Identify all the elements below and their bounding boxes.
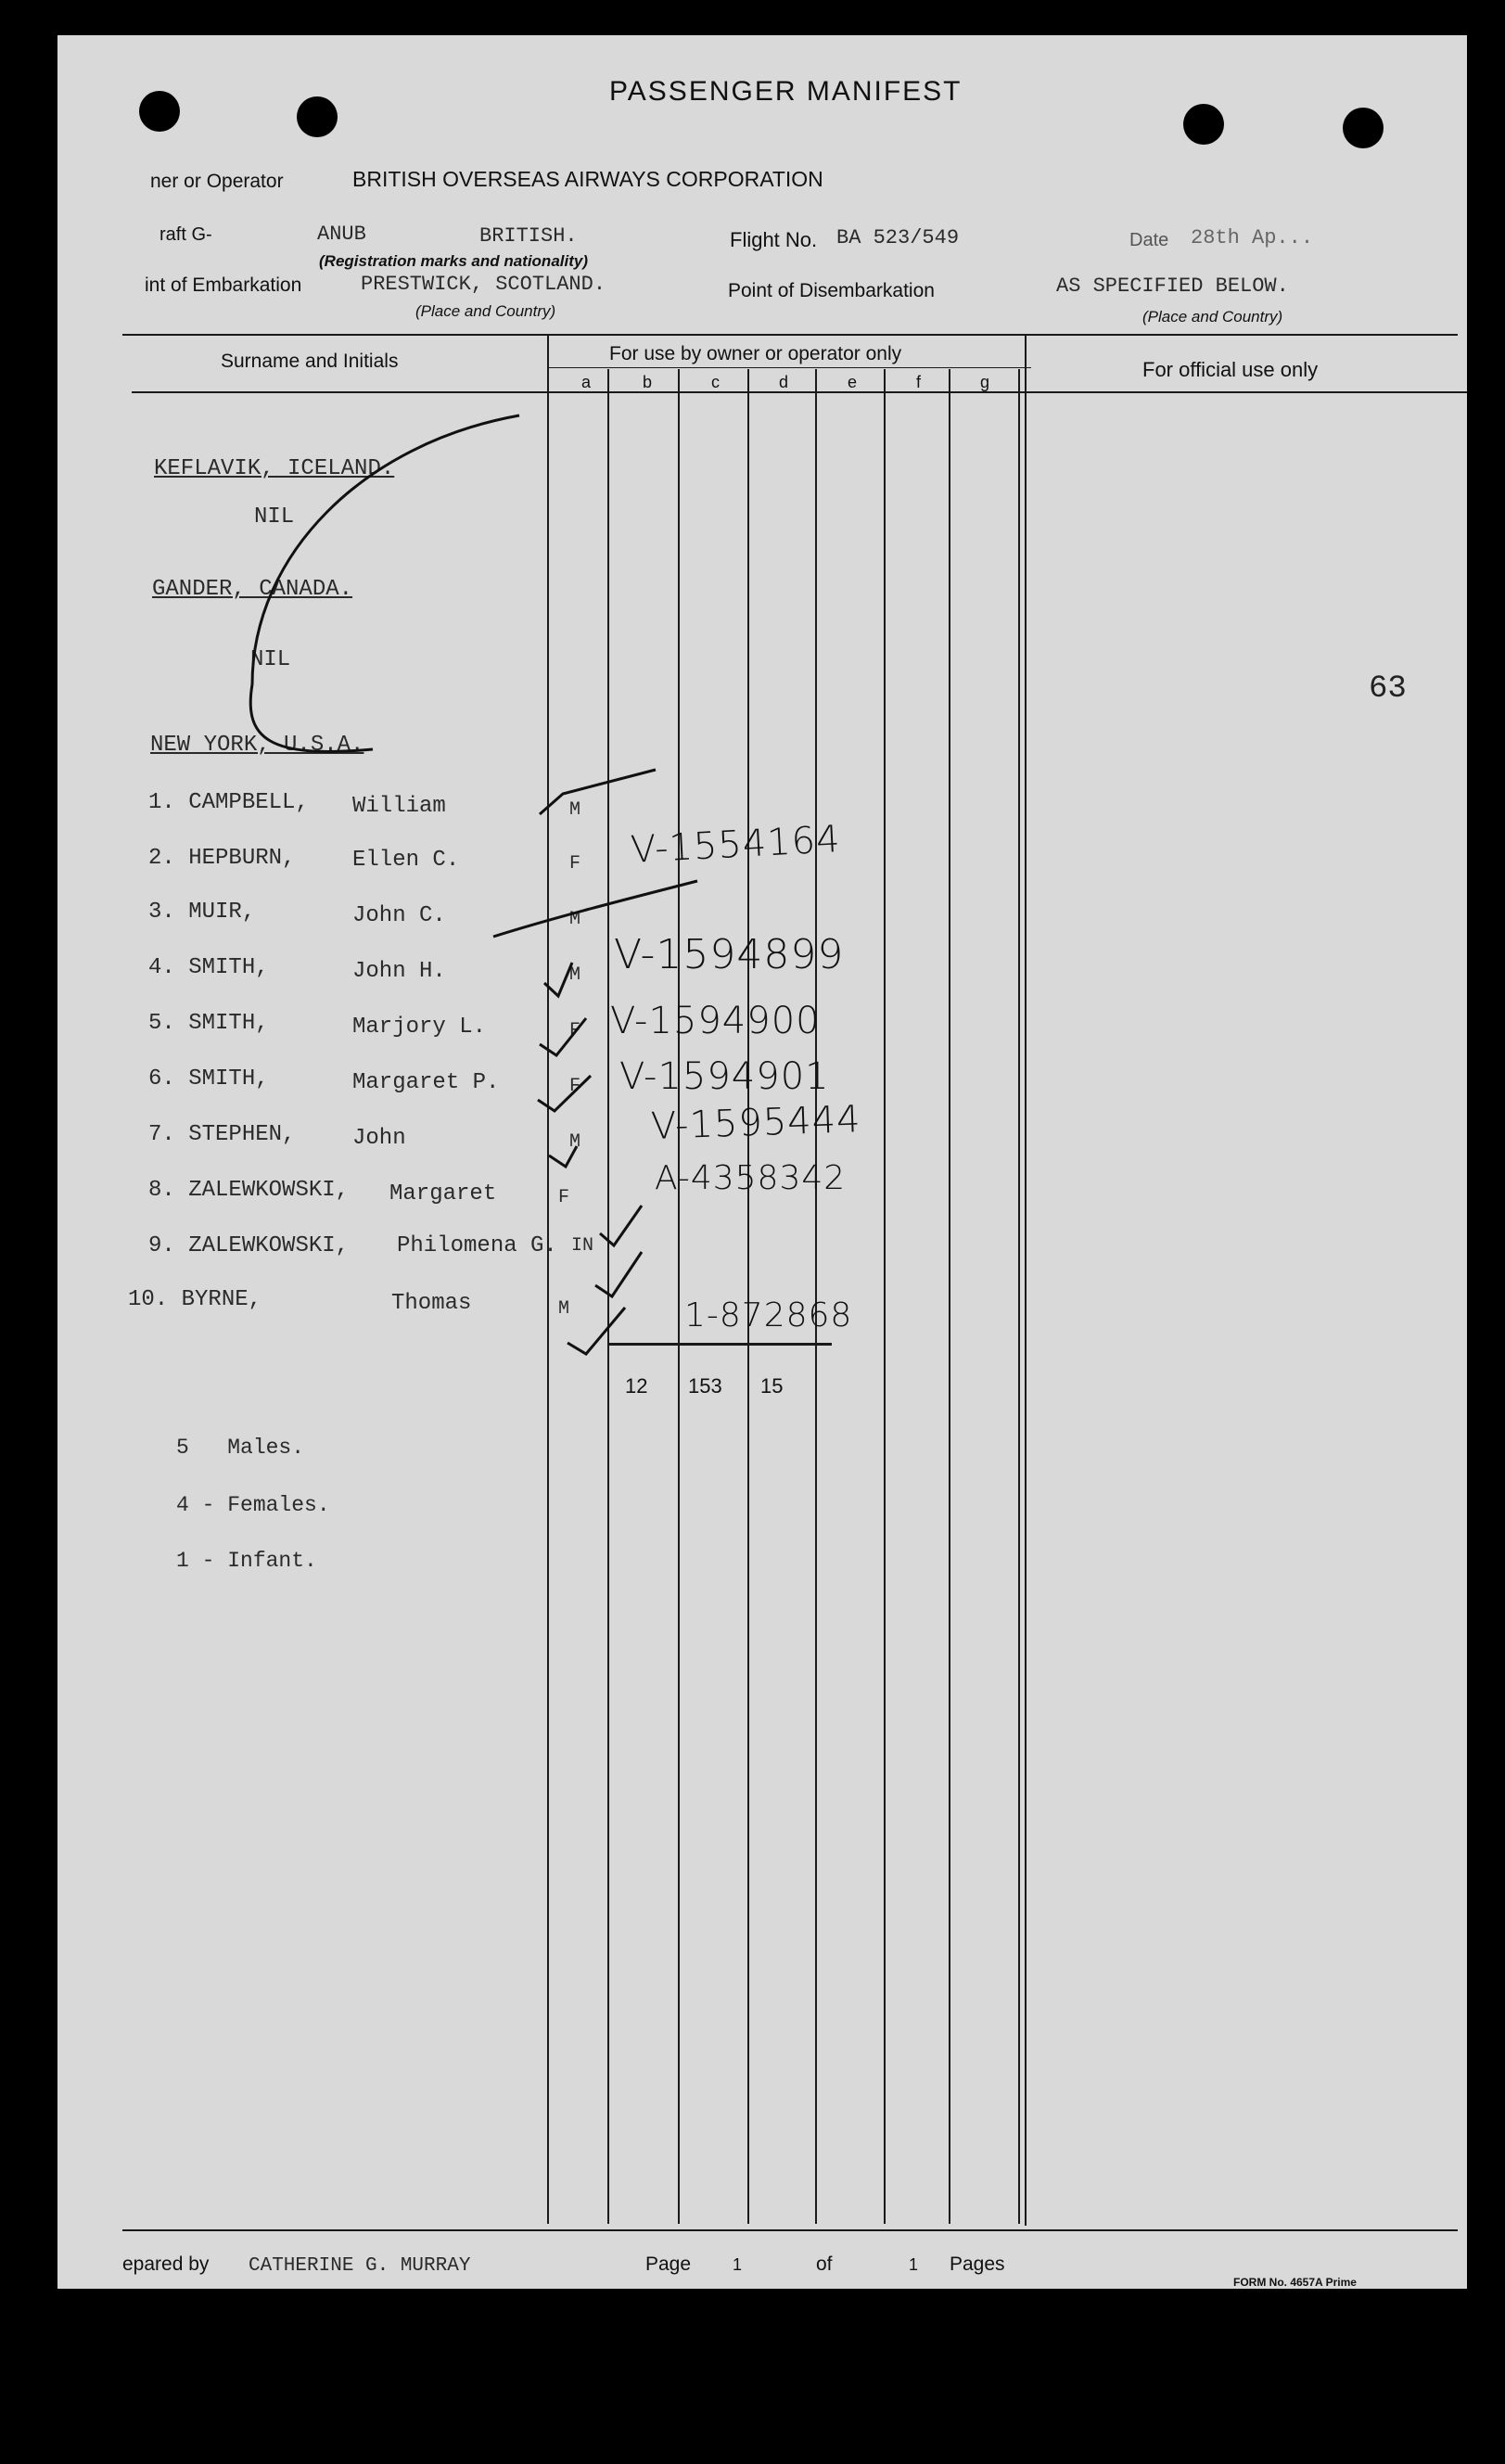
check-mark xyxy=(493,881,697,937)
stop-keflavik-note: NIL xyxy=(254,504,295,530)
handwritten-marks xyxy=(57,35,1467,2289)
disembarkation-value: AS SPECIFIED BELOW. xyxy=(1056,274,1289,298)
aircraft-nationality: BRITISH. xyxy=(479,224,578,248)
surname: HEPBURN, xyxy=(188,846,296,871)
subcol-f: f xyxy=(916,373,922,391)
check-mark xyxy=(538,1076,591,1111)
total-b: 12 xyxy=(625,1374,648,1398)
disembarkation-label: Point of Disembarkation xyxy=(728,280,935,301)
given-name: Ellen C. xyxy=(352,848,460,873)
row-number: 10. xyxy=(128,1287,169,1312)
handwritten-ref: A-4358342 xyxy=(655,1159,847,1197)
aircraft-label: raft G- xyxy=(159,224,212,245)
row-number: 8. xyxy=(148,1178,175,1203)
summary-infant: 1 - Infant. xyxy=(176,1549,317,1573)
sex-code: M xyxy=(569,964,581,986)
surname: BYRNE, xyxy=(181,1287,262,1312)
check-mark xyxy=(540,1018,586,1055)
check-mark xyxy=(544,963,572,996)
surname: SMITH, xyxy=(188,1011,269,1036)
prepared-value: CATHERINE G. MURRAY xyxy=(249,2255,471,2277)
disembarkation-note: (Place and Country) xyxy=(1142,308,1283,326)
sex-code: M xyxy=(558,1298,570,1320)
handwritten-ref: V-1594899 xyxy=(614,931,845,978)
sex-code: F xyxy=(569,1076,581,1097)
given-name: Thomas xyxy=(391,1291,472,1316)
page-label: Page xyxy=(645,2253,692,2275)
sex-code: F xyxy=(558,1187,570,1208)
flight-value: BA 523/549 xyxy=(836,226,960,249)
summary-females: 4 - Females. xyxy=(176,1493,330,1517)
pages-label: Pages xyxy=(950,2253,1005,2275)
prepared-label: epared by xyxy=(122,2253,210,2275)
owner-column-header: For use by owner or operator only xyxy=(609,343,902,364)
row-number: 2. xyxy=(148,846,175,871)
surname-column-header: Surname and Initials xyxy=(221,351,399,372)
page-number: 63 xyxy=(1369,671,1407,707)
check-mark xyxy=(549,1146,577,1167)
page-title: PASSENGER MANIFEST xyxy=(609,76,963,107)
surname: CAMPBELL, xyxy=(188,790,309,815)
owner-label: ner or Operator xyxy=(150,171,284,192)
sex-code: IN xyxy=(571,1235,594,1257)
surname: ZALEWKOWSKI, xyxy=(188,1233,350,1258)
stop-gander: GANDER, CANADA. xyxy=(152,577,353,602)
footer-rule xyxy=(122,2229,1458,2231)
surname: SMITH, xyxy=(188,955,269,980)
sex-code: M xyxy=(569,909,581,930)
total-c: 153 xyxy=(688,1374,722,1398)
flight-label: Flight No. xyxy=(730,228,818,251)
given-name: Margaret xyxy=(389,1181,497,1206)
handwritten-ref: V-1554164 xyxy=(629,818,842,872)
surname: SMITH, xyxy=(188,1066,269,1092)
handwritten-ref: 1-872868 xyxy=(684,1296,853,1334)
embarkation-note: (Place and Country) xyxy=(415,302,556,320)
given-name: Philomena G. xyxy=(397,1233,557,1258)
sex-code: F xyxy=(569,1020,581,1041)
of-label: of xyxy=(816,2253,833,2275)
handwritten-ref: V-1594901 xyxy=(619,1055,830,1098)
subcol-g: g xyxy=(980,373,990,391)
page-value: 1 xyxy=(733,2255,743,2274)
row-number: 4. xyxy=(148,955,175,980)
subcol-b: b xyxy=(643,373,653,391)
date-label: Date xyxy=(1129,230,1169,250)
row-number: 9. xyxy=(148,1233,175,1258)
summary-males: 5 Males. xyxy=(176,1436,305,1460)
surname: MUIR, xyxy=(188,900,256,925)
embarkation-label: int of Embarkation xyxy=(145,274,302,296)
stop-gander-note: NIL xyxy=(250,647,291,672)
official-column-header: For official use only xyxy=(1142,358,1319,381)
row-number: 6. xyxy=(148,1066,175,1092)
given-name: Margaret P. xyxy=(352,1070,500,1095)
given-name: John xyxy=(352,1126,406,1151)
date-value: 28th Ap... xyxy=(1191,226,1314,249)
embarkation-value: PRESTWICK, SCOTLAND. xyxy=(361,273,606,296)
surname: STEPHEN, xyxy=(188,1122,296,1147)
row-number: 7. xyxy=(148,1122,175,1147)
given-name: John H. xyxy=(352,959,446,984)
subcol-e: e xyxy=(848,373,858,391)
handwritten-ref: V-1595444 xyxy=(650,1098,862,1148)
handwritten-ref: V-1594900 xyxy=(610,1000,821,1042)
check-mark xyxy=(540,770,656,814)
owner-value: BRITISH OVERSEAS AIRWAYS CORPORATION xyxy=(352,167,823,191)
sex-code: F xyxy=(569,853,581,875)
bracket-mark xyxy=(250,415,519,751)
given-name: Marjory L. xyxy=(352,1015,487,1040)
surname: ZALEWKOWSKI, xyxy=(188,1178,350,1203)
sex-code: M xyxy=(569,1131,581,1153)
manifest-sheet xyxy=(57,35,1467,2289)
check-mark xyxy=(600,1206,642,1245)
aircraft-reg: ANUB xyxy=(317,223,366,246)
row-number: 3. xyxy=(148,900,175,925)
check-mark xyxy=(595,1252,642,1296)
given-name: William xyxy=(352,794,446,819)
subcol-c: c xyxy=(711,373,720,391)
stop-new-york: NEW YORK, U.S.A. xyxy=(150,733,364,758)
total-d: 15 xyxy=(760,1374,784,1398)
check-mark xyxy=(568,1308,625,1354)
row-number: 1. xyxy=(148,790,175,815)
form-number: FORM No. 4657A Prime xyxy=(1233,2276,1357,2289)
subcol-a: a xyxy=(581,373,592,391)
row-number: 5. xyxy=(148,1011,175,1036)
subcol-d: d xyxy=(779,373,789,391)
of-value: 1 xyxy=(909,2255,919,2274)
sex-code: M xyxy=(569,799,581,821)
given-name: John C. xyxy=(352,903,446,928)
aircraft-note: (Registration marks and nationality) xyxy=(319,252,588,270)
stop-keflavik: KEFLAVIK, ICELAND. xyxy=(154,456,395,481)
